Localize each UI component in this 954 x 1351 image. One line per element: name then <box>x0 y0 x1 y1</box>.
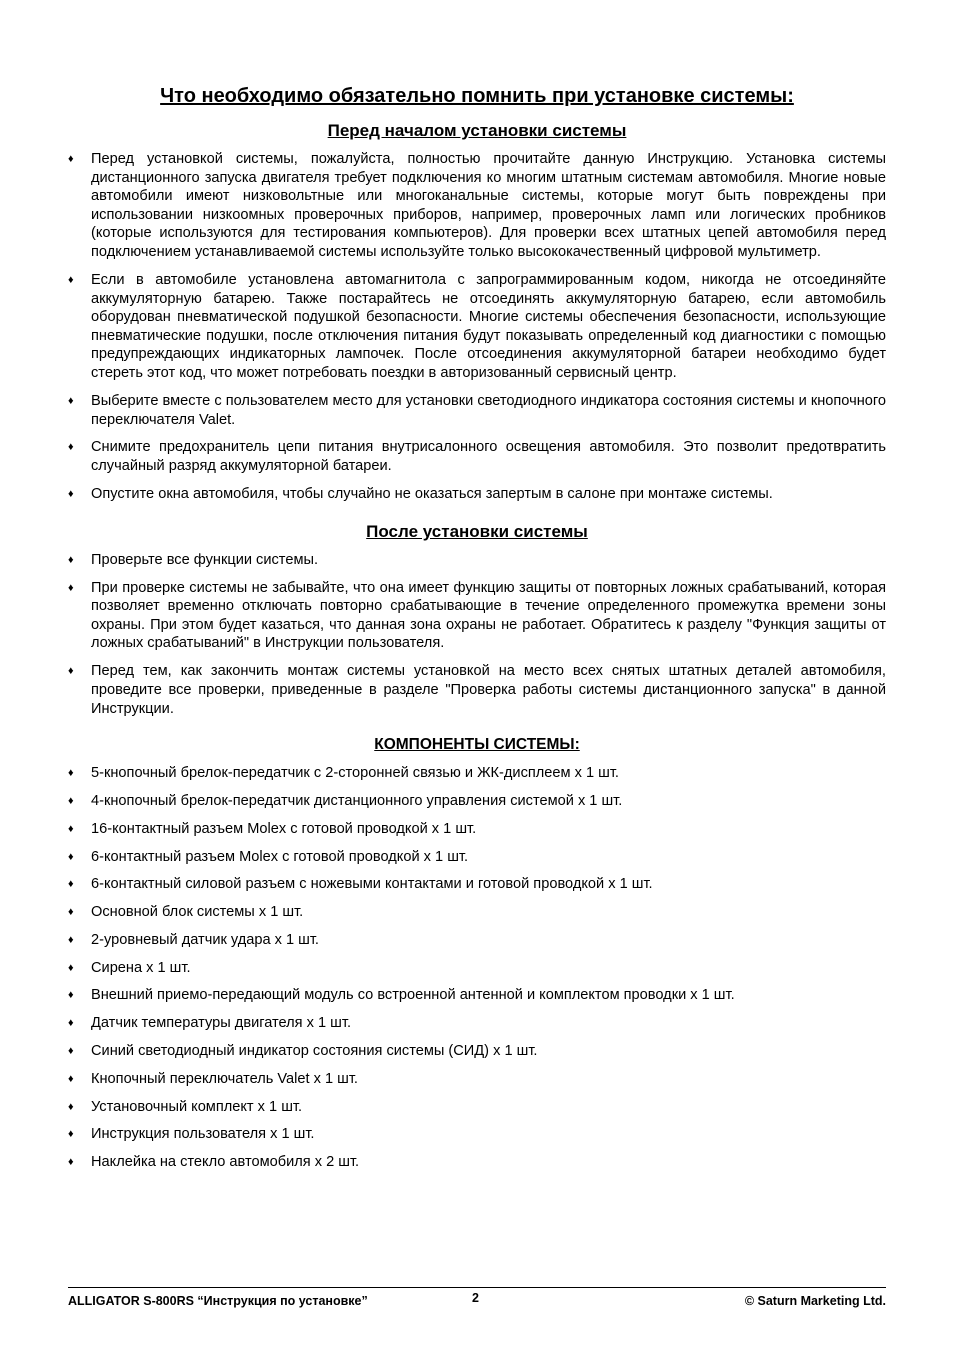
list-item-text: 4-кнопочный брелок-передатчик дистанционного управления системой x 1 шт. <box>91 792 623 809</box>
list-item <box>68 1014 886 1033</box>
list-item-text: Датчик температуры двигателя x 1 шт. <box>91 1015 351 1032</box>
bullet-icon: ♦ <box>68 878 74 891</box>
list-item <box>68 848 886 867</box>
list-item-text: 6-контактный разъем Molex с готовой проводкой x 1 шт. <box>91 848 469 865</box>
list-item <box>68 986 886 1005</box>
list-item <box>68 1125 886 1144</box>
bullet-icon: ♦ <box>68 989 74 1002</box>
page-title: Что необходимо обязательно помнить при установке системы: <box>160 85 794 107</box>
bullet-icon: ♦ <box>68 665 74 678</box>
bullet-icon: ♦ <box>68 1100 74 1113</box>
components-list <box>68 764 886 1172</box>
list-item-text: Если в автомобиле установлена автомагнитола с запрограммированным кодом, никогда не отсоединяйте аккумуляторную батарею. Также постарайтесь не отсоединять аккумуляторную батарею, если автомобиль оборудован пневматической подушкой безопасности. Многие системы обеспечения безопасности, использующие пневматические подушки, после отключения питания будут показывать определенный код диагностики с помощью предупреждающих индикаторных лампочек. После отсоединения аккумуляторной батареи необходимо будет стереть этот код, что может потребовать поездки в авторизованный сервисный центр. <box>91 271 886 381</box>
bullet-icon: ♦ <box>68 441 74 454</box>
list-item <box>68 903 886 922</box>
list-item <box>68 392 886 429</box>
before-install-list <box>68 150 886 504</box>
document-page <box>68 83 886 1181</box>
list-item-text: Основной блок системы x 1 шт. <box>91 904 304 921</box>
section-heading-components: КОМПОНЕНТЫ СИСТЕМЫ: <box>374 736 580 754</box>
list-item <box>68 820 886 839</box>
bullet-icon: ♦ <box>68 1128 74 1141</box>
footer-divider <box>68 1287 886 1288</box>
list-item <box>68 875 886 894</box>
list-item-text: Опустите окна автомобиля, чтобы случайно не оказаться запертым в салоне при монтаже системы. <box>91 486 773 503</box>
list-item <box>68 485 886 504</box>
list-item <box>68 959 886 978</box>
bullet-icon: ♦ <box>68 153 74 165</box>
list-item <box>68 1070 886 1089</box>
bullet-icon: ♦ <box>68 1045 74 1057</box>
section-heading-after-install: После установки системы <box>366 521 588 541</box>
footer-copyright: © Saturn Marketing Ltd. <box>744 1294 886 1308</box>
bullet-icon: ♦ <box>68 822 74 835</box>
list-item-text: Перед установкой системы, пожалуйста, полностью прочитайте данную Инструкцию. Установка системы дистанционного запуска двигателя требует подключения ко многим штатным системам автомобиля. Многие новые автомобили имеют низковольтные или многоканальные системы, которые могут быть повреждены при использовании низкоомных проверочных приборов, например, проверочных ламп или логических пробников (которые используются для тестирования компьютеров). Для проверки всех штатных цепей автомобиля перед подключением устанавливаемой системы используйте только высококачественный цифровой мультиметр. <box>91 151 886 260</box>
list-item <box>68 579 886 653</box>
list-item <box>68 662 886 718</box>
bullet-icon: ♦ <box>68 581 74 594</box>
bullet-icon: ♦ <box>68 394 74 407</box>
bullet-icon: ♦ <box>68 933 74 946</box>
list-item <box>68 438 886 475</box>
list-item <box>68 271 886 383</box>
bullet-icon: ♦ <box>68 273 74 286</box>
list-item-text: Выберите вместе с пользователем место для установки светодиодного индикатора состояния системы и кнопочного переключателя Valet. <box>91 392 886 428</box>
list-item-text: 16-контактный разъем Molex с готовой проводкой x 1 шт. <box>91 820 477 837</box>
list-item-text: 5-кнопочный брелок-передатчик с 2-сторонней связью и ЖК-дисплеем x 1 шт. <box>91 765 619 782</box>
list-item <box>68 931 886 950</box>
list-item-text: Внешний приемо-передающий модуль со встроенной антенной и комплектом проводки x 1 шт. <box>91 987 735 1004</box>
list-item <box>68 551 886 570</box>
section-heading-before-install: Перед началом установки системы <box>327 121 627 140</box>
list-item-text: Наклейка на стекло автомобиля x 2 шт. <box>91 1154 360 1171</box>
after-install-list <box>68 551 886 719</box>
page-number: 2 <box>472 1291 479 1305</box>
list-item <box>68 764 886 783</box>
list-item <box>68 150 886 262</box>
list-item-text: Установочный комплект x 1 шт. <box>91 1098 303 1115</box>
bullet-icon: ♦ <box>68 553 74 566</box>
list-item <box>68 1153 886 1172</box>
list-item-text: Инструкция пользователя x 1 шт. <box>91 1126 315 1143</box>
list-item-text: Сирена x 1 шт. <box>91 959 191 976</box>
bullet-icon: ♦ <box>68 906 74 919</box>
bullet-icon: ♦ <box>68 1072 74 1085</box>
list-item-text: Проверьте все функции системы. <box>91 551 319 568</box>
list-item-text: Синий светодиодный индикатор состояния системы (СИД) x 1 шт. <box>91 1043 538 1059</box>
list-item-text: Кнопочный переключатель Valet x 1 шт. <box>91 1070 358 1087</box>
bullet-icon: ♦ <box>68 961 74 974</box>
bullet-icon: ♦ <box>68 794 74 807</box>
footer-product-title: ALLIGATOR S-800RS “Инструкция по установке” <box>68 1294 368 1308</box>
bullet-icon: ♦ <box>68 488 74 501</box>
list-item-text: 2-уровневый датчик удара x 1 шт. <box>91 931 319 948</box>
list-item-text: Перед тем, как закончить монтаж системы установкой на место всех снятых штатных деталей автомобиля, проведите все проверки, приведенные в разделе "Проверка работы системы дистанционного запуска" в данной Инструкции. <box>91 663 886 717</box>
bullet-icon: ♦ <box>68 850 74 863</box>
list-item <box>68 1098 886 1117</box>
list-item <box>68 792 886 811</box>
bullet-icon: ♦ <box>68 1017 74 1030</box>
list-item-text: 6-контактный силовой разъем с ножевыми контактами и готовой проводкой x 1 шт. <box>91 876 653 893</box>
list-item-text: При проверке системы не забывайте, что она имеет функцию защиты от повторных ложных срабатываний, которая позволяет временно отключать повторно срабатывающие в течение определенного промежутка времени зоны охраны. При этом будет казаться, что данная зона охраны не работает. Обратитесь к разделу "Функция защиты от ложных срабатываний" в Инструкции пользователя. <box>91 579 886 652</box>
bullet-icon: ♦ <box>68 767 74 780</box>
list-item-text: Снимите предохранитель цепи питания внутрисалонного освещения автомобиля. Это позволит предотвратить случайный разряд аккумуляторной батареи. <box>91 439 886 475</box>
bullet-icon: ♦ <box>68 1156 74 1169</box>
list-item <box>68 1042 886 1061</box>
